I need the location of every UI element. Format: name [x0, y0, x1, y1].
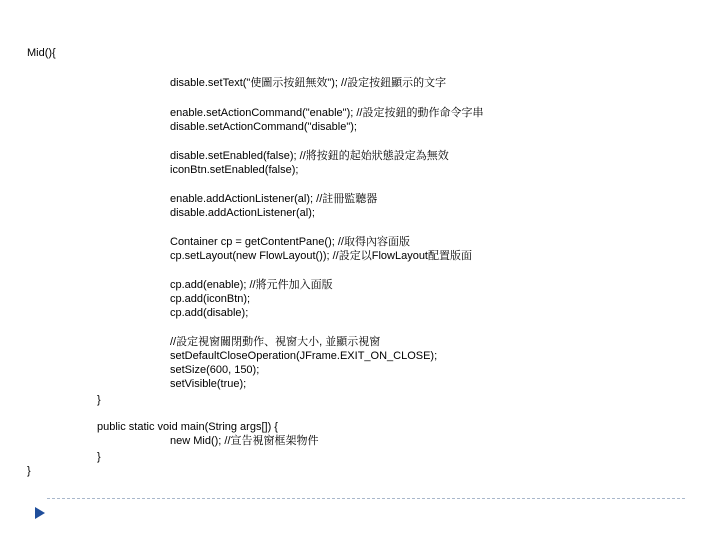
code-line: Mid(){ [27, 47, 56, 59]
code-line: //設定視窗關閉動作、視窗大小, 並顯示視窗 [170, 336, 381, 348]
code-line: cp.add(disable); [170, 307, 249, 319]
code-line: cp.add(enable); //將元件加入面版 [170, 279, 333, 291]
code-line: cp.add(iconBtn); [170, 293, 251, 305]
code-line: public static void main(String args[]) { [97, 421, 278, 433]
code-line: } [97, 451, 101, 463]
code-line: disable.setEnabled(false); //將按鈕的起始狀態設定為無效 [170, 150, 449, 162]
code-line: setVisible(true); [170, 378, 247, 390]
code-line: iconBtn.setEnabled(false); [170, 164, 299, 176]
code-line: cp.setLayout(new FlowLayout()); //設定以FlowLayout配置版面 [170, 250, 472, 262]
code-line: disable.addActionListener(al); [170, 207, 315, 219]
triangle-bullet-icon [34, 506, 46, 520]
code-line: enable.addActionListener(al); //註冊監聽器 [170, 193, 378, 205]
code-line: } [97, 394, 101, 406]
code-line: setDefaultCloseOperation(JFrame.EXIT_ON_CLOSE); [170, 350, 438, 362]
code-line: disable.setActionCommand("disable"); [170, 121, 357, 133]
code-line: setSize(600, 150); [170, 364, 260, 376]
code-line: Container cp = getContentPane(); //取得內容面版 [170, 236, 410, 248]
footer-divider [47, 498, 685, 499]
code-line: new Mid(); //宣告視窗框架物件 [170, 435, 319, 447]
code-line: } [27, 465, 31, 477]
code-line: disable.setText("使圖示按鈕無效"); //設定按鈕顯示的文字 [170, 77, 447, 89]
code-line: enable.setActionCommand("enable"); //設定按鈕的動作命令字串 [170, 107, 484, 119]
